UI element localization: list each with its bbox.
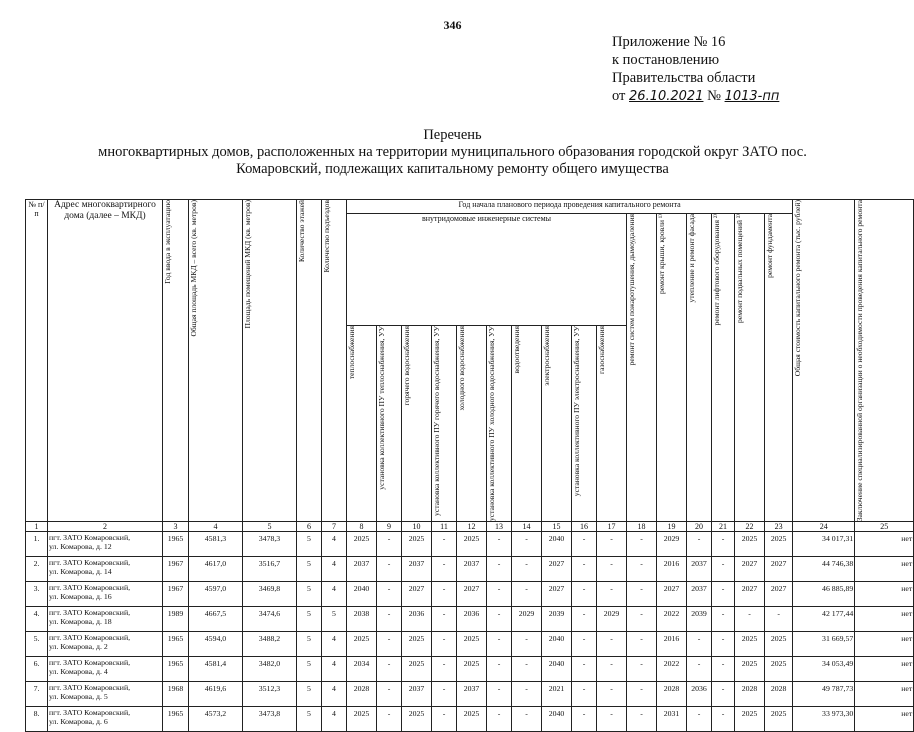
header-address: Адрес многоквартирного дома (далее – МКД) <box>48 200 163 522</box>
buildings-table <box>25 199 914 732</box>
table-row <box>26 657 914 682</box>
column-number: 5 <box>243 522 297 532</box>
c19-cell: 2022 <box>657 657 687 682</box>
appendix-date-line <box>612 87 779 106</box>
concl-cell: нет <box>855 607 914 632</box>
table-row <box>26 582 914 607</box>
address-line: пгт. ЗАТО Комаровский, <box>49 683 131 693</box>
year-cell: 1967 <box>163 582 189 607</box>
prem-cell: 3516,7 <box>243 557 297 582</box>
header-internal-systems: внутридомовые инженерные системы <box>347 214 627 326</box>
c8-cell: 2037 <box>347 557 377 582</box>
c18-cell: - <box>627 532 657 557</box>
total-cell: 4573,2 <box>189 707 243 732</box>
prem-cell: 3488,2 <box>243 632 297 657</box>
c17-cell: - <box>597 557 627 582</box>
concl-cell: нет <box>855 582 914 607</box>
c9-cell: - <box>377 607 402 632</box>
total-cell: 4594,0 <box>189 632 243 657</box>
prem-cell: 3512,3 <box>243 682 297 707</box>
address-cell <box>48 557 163 582</box>
address-cell <box>48 582 163 607</box>
column-numbers-row <box>26 522 914 532</box>
c20-cell: 2037 <box>687 582 712 607</box>
c23-cell: 2025 <box>765 707 793 732</box>
c18-cell: - <box>627 682 657 707</box>
floors-cell: 5 <box>297 707 322 732</box>
c8-cell: 2034 <box>347 657 377 682</box>
column-number: 1 <box>26 522 48 532</box>
c19-cell: 2016 <box>657 632 687 657</box>
header-meter-cold-water: установка коллективного ПУ холодного водоснабжения, УУ <box>487 326 496 522</box>
header-sewage: водоотведения <box>512 326 521 374</box>
column-number: 17 <box>597 522 627 532</box>
year-cell: 1965 <box>163 707 189 732</box>
c11-cell: - <box>432 682 457 707</box>
address-line: ул. Комарова, д. 14 <box>49 567 112 577</box>
c19-cell: 2031 <box>657 707 687 732</box>
header-elevator: ремонт лифтового оборудования ²⁾ <box>712 214 721 326</box>
c10-cell: 2025 <box>402 707 432 732</box>
address-line: ул. Комарова, д. 5 <box>49 692 108 702</box>
c13-cell: - <box>487 607 512 632</box>
c18-cell: - <box>627 657 657 682</box>
cost-cell: 46 885,89 <box>793 582 855 607</box>
heading-line: Комаровский, подлежащих капитальному ремонту общего имущества <box>236 161 669 177</box>
header-floors: Количество этажей <box>297 200 306 263</box>
c8-cell: 2038 <box>347 607 377 632</box>
c16-cell: - <box>572 657 597 682</box>
c8-cell: 2025 <box>347 532 377 557</box>
c11-cell: - <box>432 707 457 732</box>
total-cell: 4667,5 <box>189 607 243 632</box>
column-number: 10 <box>402 522 432 532</box>
c13-cell: - <box>487 582 512 607</box>
address-cell <box>48 682 163 707</box>
c13-cell: - <box>487 682 512 707</box>
c15-cell: 2040 <box>542 657 572 682</box>
ent-cell: 4 <box>322 532 347 557</box>
c8-cell: 2025 <box>347 707 377 732</box>
header-heating: теплоснабжения <box>347 326 356 380</box>
c15-cell: 2040 <box>542 707 572 732</box>
header-meter-electricity: установка коллективного ПУ электроснабжения, УУ <box>572 326 581 497</box>
column-number: 12 <box>457 522 487 532</box>
n-cell: 4. <box>26 607 48 632</box>
address-line: пгт. ЗАТО Комаровский, <box>49 583 131 593</box>
address-line: пгт. ЗАТО Комаровский, <box>49 608 131 618</box>
c19-cell: 2016 <box>657 557 687 582</box>
column-number: 15 <box>542 522 572 532</box>
c21-cell: - <box>712 682 735 707</box>
c23-cell: 2025 <box>765 632 793 657</box>
cost-cell: 34 053,49 <box>793 657 855 682</box>
c10-cell: 2025 <box>402 632 432 657</box>
cost-cell: 31 669,57 <box>793 632 855 657</box>
address-line: пгт. ЗАТО Комаровский, <box>49 658 131 668</box>
c11-cell: - <box>432 557 457 582</box>
c10-cell: 2027 <box>402 582 432 607</box>
column-number: 7 <box>322 522 347 532</box>
c12-cell: 2025 <box>457 657 487 682</box>
c10-cell: 2036 <box>402 607 432 632</box>
year-cell: 1965 <box>163 632 189 657</box>
column-number: 22 <box>735 522 765 532</box>
cost-cell: 33 973,30 <box>793 707 855 732</box>
c21-cell: - <box>712 582 735 607</box>
c21-cell: - <box>712 557 735 582</box>
c23-cell: 2025 <box>765 657 793 682</box>
header-gas: газоснабжения <box>597 326 606 375</box>
c15-cell: 2040 <box>542 532 572 557</box>
header-year-built: Год ввода в эксплуатацию <box>163 200 172 284</box>
c20-cell: 2036 <box>687 682 712 707</box>
c19-cell: 2029 <box>657 532 687 557</box>
address-line: пгт. ЗАТО Комаровский, <box>49 633 131 643</box>
c10-cell: 2025 <box>402 532 432 557</box>
c16-cell: - <box>572 682 597 707</box>
n-cell: 3. <box>26 582 48 607</box>
column-number: 25 <box>855 522 914 532</box>
c21-cell: - <box>712 532 735 557</box>
ent-cell: 4 <box>322 682 347 707</box>
c15-cell: 2027 <box>542 582 572 607</box>
address-line: пгт. ЗАТО Комаровский, <box>49 708 131 718</box>
table-row <box>26 682 914 707</box>
column-number: 9 <box>377 522 402 532</box>
header-cold-water: холодного водоснабжения <box>457 326 466 411</box>
prem-cell: 3469,8 <box>243 582 297 607</box>
c14-cell: - <box>512 582 542 607</box>
header-num: № п/п <box>26 200 48 522</box>
column-number: 16 <box>572 522 597 532</box>
header-entrances: Количество подъездов <box>322 200 331 273</box>
c9-cell: - <box>377 582 402 607</box>
c9-cell: - <box>377 682 402 707</box>
address-line: ул. Комарова, д. 6 <box>49 717 108 727</box>
c19-cell: 2022 <box>657 607 687 632</box>
total-cell: 4619,6 <box>189 682 243 707</box>
header-basement: ремонт подвальных помещений ³⁾ <box>735 214 744 323</box>
c22-cell: 2025 <box>735 707 765 732</box>
c23-cell: 2027 <box>765 557 793 582</box>
c13-cell: - <box>487 532 512 557</box>
c17-cell: - <box>597 582 627 607</box>
c21-cell: - <box>712 707 735 732</box>
c23-cell: 2027 <box>765 582 793 607</box>
header-facade: утепление и ремонт фасада <box>687 214 696 303</box>
c14-cell: - <box>512 632 542 657</box>
floors-cell: 5 <box>297 657 322 682</box>
address-cell <box>48 532 163 557</box>
c16-cell: - <box>572 707 597 732</box>
c11-cell: - <box>432 582 457 607</box>
c12-cell: 2037 <box>457 682 487 707</box>
n-cell: 6. <box>26 657 48 682</box>
n-cell: 5. <box>26 632 48 657</box>
page-number: 346 <box>443 18 462 32</box>
column-number: 2 <box>48 522 163 532</box>
prem-cell: 3478,3 <box>243 532 297 557</box>
c12-cell: 2025 <box>457 707 487 732</box>
table-row <box>26 532 914 557</box>
c15-cell: 2027 <box>542 557 572 582</box>
c22-cell: 2025 <box>735 632 765 657</box>
header-foundation: ремонт фундамента <box>765 214 774 278</box>
column-number: 14 <box>512 522 542 532</box>
header-hot-water: горячего водоснабжения <box>402 326 411 406</box>
column-number: 19 <box>657 522 687 532</box>
c14-cell: - <box>512 557 542 582</box>
total-cell: 4617,0 <box>189 557 243 582</box>
c14-cell: 2029 <box>512 607 542 632</box>
total-cell: 4581,3 <box>189 532 243 557</box>
appendix-title: Приложение № 16 <box>612 34 726 50</box>
concl-cell: нет <box>855 707 914 732</box>
c16-cell: - <box>572 607 597 632</box>
appendix-line: к постановлению <box>612 52 720 68</box>
column-number: 24 <box>793 522 855 532</box>
heading-title: Перечень <box>423 127 482 143</box>
prem-cell: 3474,6 <box>243 607 297 632</box>
c13-cell: - <box>487 657 512 682</box>
c23-cell: - <box>765 607 793 632</box>
year-cell: 1989 <box>163 607 189 632</box>
address-line: ул. Комарова, д. 2 <box>49 642 108 652</box>
column-number: 4 <box>189 522 243 532</box>
c12-cell: 2036 <box>457 607 487 632</box>
decree-number: 1013-пп <box>724 89 780 104</box>
c20-cell: - <box>687 532 712 557</box>
c23-cell: 2028 <box>765 682 793 707</box>
c13-cell: - <box>487 707 512 732</box>
floors-cell: 5 <box>297 632 322 657</box>
c11-cell: - <box>432 607 457 632</box>
table-row <box>26 557 914 582</box>
address-line: ул. Комарова, д. 18 <box>49 617 112 627</box>
c21-cell: - <box>712 657 735 682</box>
c11-cell: - <box>432 532 457 557</box>
c8-cell: 2040 <box>347 582 377 607</box>
header-total-cost: Общая стоимость капитального ремонта (тыс. рублей) <box>793 200 803 377</box>
c18-cell: - <box>627 707 657 732</box>
c11-cell: - <box>432 632 457 657</box>
total-cell: 4581,4 <box>189 657 243 682</box>
concl-cell: нет <box>855 557 914 582</box>
year-cell: 1967 <box>163 557 189 582</box>
table-row <box>26 632 914 657</box>
table-row <box>26 607 914 632</box>
c10-cell: 2037 <box>402 682 432 707</box>
address-cell <box>48 607 163 632</box>
c10-cell: 2025 <box>402 657 432 682</box>
c12-cell: 2025 <box>457 532 487 557</box>
year-cell: 1968 <box>163 682 189 707</box>
c22-cell: 2025 <box>735 657 765 682</box>
n-cell: 2. <box>26 557 48 582</box>
c21-cell: - <box>712 607 735 632</box>
floors-cell: 5 <box>297 682 322 707</box>
date-prefix: от <box>612 88 626 104</box>
c20-cell: - <box>687 632 712 657</box>
c22-cell: 2025 <box>735 532 765 557</box>
address-line: пгт. ЗАТО Комаровский, <box>49 558 131 568</box>
c18-cell: - <box>627 632 657 657</box>
concl-cell: нет <box>855 682 914 707</box>
c17-cell: - <box>597 682 627 707</box>
c12-cell: 2037 <box>457 557 487 582</box>
c22-cell: - <box>735 607 765 632</box>
address-line: ул. Комарова, д. 12 <box>49 542 112 552</box>
c23-cell: 2025 <box>765 532 793 557</box>
n-cell: 7. <box>26 682 48 707</box>
c19-cell: 2028 <box>657 682 687 707</box>
total-cell: 4597,0 <box>189 582 243 607</box>
floors-cell: 5 <box>297 557 322 582</box>
decree-date: 26.10.2021 <box>629 89 704 104</box>
c20-cell: 2039 <box>687 607 712 632</box>
c20-cell: - <box>687 657 712 682</box>
c19-cell: 2027 <box>657 582 687 607</box>
c17-cell: - <box>597 632 627 657</box>
c10-cell: 2037 <box>402 557 432 582</box>
c14-cell: - <box>512 682 542 707</box>
header-meter-hot-water: установка коллективного ПУ горячего водоснабжения, УУ <box>432 326 441 517</box>
floors-cell: 5 <box>297 532 322 557</box>
appendix-line: Правительства области <box>612 70 756 86</box>
concl-cell: нет <box>855 532 914 557</box>
c9-cell: - <box>377 657 402 682</box>
c9-cell: - <box>377 532 402 557</box>
c17-cell: - <box>597 657 627 682</box>
c16-cell: - <box>572 557 597 582</box>
floors-cell: 5 <box>297 582 322 607</box>
c15-cell: 2021 <box>542 682 572 707</box>
column-number: 21 <box>712 522 735 532</box>
c11-cell: - <box>432 657 457 682</box>
c17-cell: 2029 <box>597 607 627 632</box>
ent-cell: 4 <box>322 657 347 682</box>
c14-cell: - <box>512 657 542 682</box>
c17-cell: - <box>597 707 627 732</box>
cost-cell: 44 746,38 <box>793 557 855 582</box>
c15-cell: 2040 <box>542 632 572 657</box>
c12-cell: 2025 <box>457 632 487 657</box>
c15-cell: 2039 <box>542 607 572 632</box>
c8-cell: 2028 <box>347 682 377 707</box>
concl-cell: нет <box>855 632 914 657</box>
column-number: 20 <box>687 522 712 532</box>
address-line: ул. Комарова, д. 16 <box>49 592 112 602</box>
ent-cell: 4 <box>322 557 347 582</box>
document-heading <box>0 127 905 178</box>
c18-cell: - <box>627 607 657 632</box>
table-body <box>26 532 914 732</box>
header-electricity: электроснабжения <box>542 326 551 386</box>
floors-cell: 5 <box>297 607 322 632</box>
c9-cell: - <box>377 707 402 732</box>
column-number: 13 <box>487 522 512 532</box>
c14-cell: - <box>512 707 542 732</box>
header-total-area: Общая площадь МКД – всего (кв. метров) <box>189 200 198 337</box>
cost-cell: 49 787,73 <box>793 682 855 707</box>
ent-cell: 4 <box>322 632 347 657</box>
address-cell <box>48 632 163 657</box>
header-meter-heating: установка коллективного ПУ теплоснабжения, УУ <box>377 326 386 490</box>
c17-cell: - <box>597 532 627 557</box>
c22-cell: 2027 <box>735 557 765 582</box>
table-row <box>26 707 914 732</box>
ent-cell: 4 <box>322 707 347 732</box>
c14-cell: - <box>512 532 542 557</box>
address-cell <box>48 657 163 682</box>
c16-cell: - <box>572 582 597 607</box>
column-number: 3 <box>163 522 189 532</box>
c20-cell: 2037 <box>687 557 712 582</box>
n-cell: 1. <box>26 532 48 557</box>
prem-cell: 3473,8 <box>243 707 297 732</box>
c22-cell: 2027 <box>735 582 765 607</box>
header-fire-systems: ремонт систем пожаротушения, дымоудаления <box>627 214 636 366</box>
c20-cell: - <box>687 707 712 732</box>
column-number: 6 <box>297 522 322 532</box>
header-premises-area: Площадь помещений МКД (кв. метров) <box>243 200 252 329</box>
c16-cell: - <box>572 532 597 557</box>
address-line: пгт. ЗАТО Комаровский, <box>49 533 131 543</box>
c9-cell: - <box>377 632 402 657</box>
column-number: 11 <box>432 522 457 532</box>
c16-cell: - <box>572 632 597 657</box>
appendix-block <box>612 33 779 106</box>
c9-cell: - <box>377 557 402 582</box>
prem-cell: 3482,0 <box>243 657 297 682</box>
cost-cell: 42 177,44 <box>793 607 855 632</box>
address-line: ул. Комарова, д. 4 <box>49 667 108 677</box>
c8-cell: 2025 <box>347 632 377 657</box>
c18-cell: - <box>627 582 657 607</box>
c21-cell: - <box>712 632 735 657</box>
c22-cell: 2028 <box>735 682 765 707</box>
c13-cell: - <box>487 557 512 582</box>
header-plan-period: Год начала планового периода проведения капитального ремонта <box>347 200 793 214</box>
year-cell: 1965 <box>163 532 189 557</box>
ent-cell: 4 <box>322 582 347 607</box>
c13-cell: - <box>487 632 512 657</box>
concl-cell: нет <box>855 657 914 682</box>
cost-cell: 34 017,31 <box>793 532 855 557</box>
column-number: 18 <box>627 522 657 532</box>
c18-cell: - <box>627 557 657 582</box>
c12-cell: 2027 <box>457 582 487 607</box>
ent-cell: 5 <box>322 607 347 632</box>
year-cell: 1965 <box>163 657 189 682</box>
n-cell: 8. <box>26 707 48 732</box>
header-conclusion: Заключение специализированной организации о необходимости проведения капитального ремонта <box>855 200 865 522</box>
address-cell <box>48 707 163 732</box>
header-roof: ремонт крыши, кровли ¹⁾ <box>657 214 666 295</box>
heading-line: многоквартирных домов, расположенных на территории муниципального образования городской округ ЗАТО пос. <box>98 144 807 160</box>
number-prefix: № <box>707 88 721 104</box>
column-number: 8 <box>347 522 377 532</box>
column-number: 23 <box>765 522 793 532</box>
